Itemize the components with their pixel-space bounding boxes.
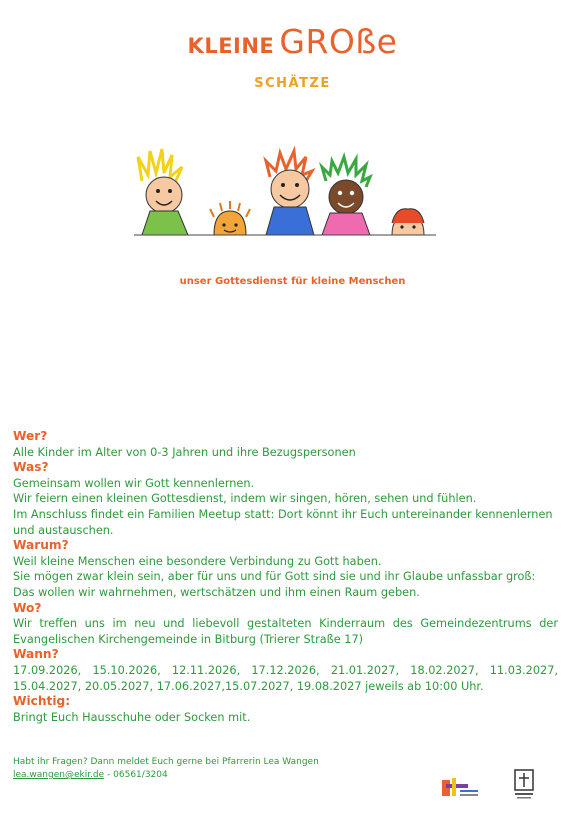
tagline: unser Gottesdienst für kleine Menschen [179,276,406,287]
text-wann-1: 17.09.2026, 15.10.2026, 12.11.2026, 17.12.2026, 21.01.2027, 18.02.2027, 11.03.2027, [13,663,558,677]
text-wichtig-1: Bringt Euch Hausschuhe oder Socken mit. [13,710,251,724]
child-green-hair [322,157,370,235]
title-kleine: KLEINE [187,34,275,58]
child-yellow-hair [138,149,188,235]
title-grosse: GROße [279,22,398,61]
heading-wichtig: Wichtig: [13,694,71,709]
text-wo-1: Wir treffen uns im neu und liebevoll gestalteten Kinderraum des Gemeindezentrums der [13,617,558,631]
church-emblem-icon [513,768,535,800]
subtitle: SCHÄTZE [254,76,331,91]
contact-footer [13,756,319,782]
phone-number: - 06561/3204 [104,770,168,780]
contact-line [13,769,319,782]
heading-wer: Wer? [13,429,48,443]
child-blue-shirt [266,151,314,235]
contact-question: Habt ihr Fragen? Dann meldet Euch gerne bei Pfarrerin Lea Wangen [13,757,319,767]
text-was-4: und austauschen. [13,523,114,537]
text-wer-1: Alle Kinder im Alter von 0-3 Jahren und ihre Bezugspersonen [13,445,356,459]
text-was-1: Gemeinsam wollen wir Gott kennenlernen. [13,476,255,490]
email-link[interactable]: lea.wangen@ekir.de [13,770,105,780]
heading-wo: Wo? [13,600,42,615]
text-was-2: Wir feiern einen kleinen Gottesdienst, indem wir singen, hören, sehen und fühlen. [13,492,477,506]
text-wo-2: Evangelischen Kirchengemeinde in Bitburg (Trierer Straße 17) [13,632,364,646]
text-warum-2: Sie mögen zwar klein sein, aber für uns und für Gott sind sie und ihr Glaube unfassbar groß: [13,570,536,584]
heading-warum: Warum? [13,538,69,553]
heading-was: Was? [13,460,49,475]
text-warum-1: Weil kleine Menschen eine besondere Verbindung zu Gott haben. [13,554,382,568]
info-content [13,429,558,725]
flyer-title [0,22,585,61]
child-orange-small [210,201,250,235]
text-was-3: Im Anschluss findet ein Familien Meetup statt: Dort könnt ihr Euch untereinander kennenlernen [13,507,553,521]
church-district-logo-icon [440,776,480,800]
child-red-hair [392,209,424,235]
heading-wann: Wann? [13,647,59,662]
text-wann-2: 15.04.2027, 20.05.2027, 17.06.2027,15.07.2027, 19.08.2027 jeweils ab 10:00 Uhr. [13,679,484,693]
text-warum-3: Das wollen wir wahrnehmen, wertschätzen und ihm einen Raum geben. [13,585,420,599]
children-illustration [130,145,440,245]
